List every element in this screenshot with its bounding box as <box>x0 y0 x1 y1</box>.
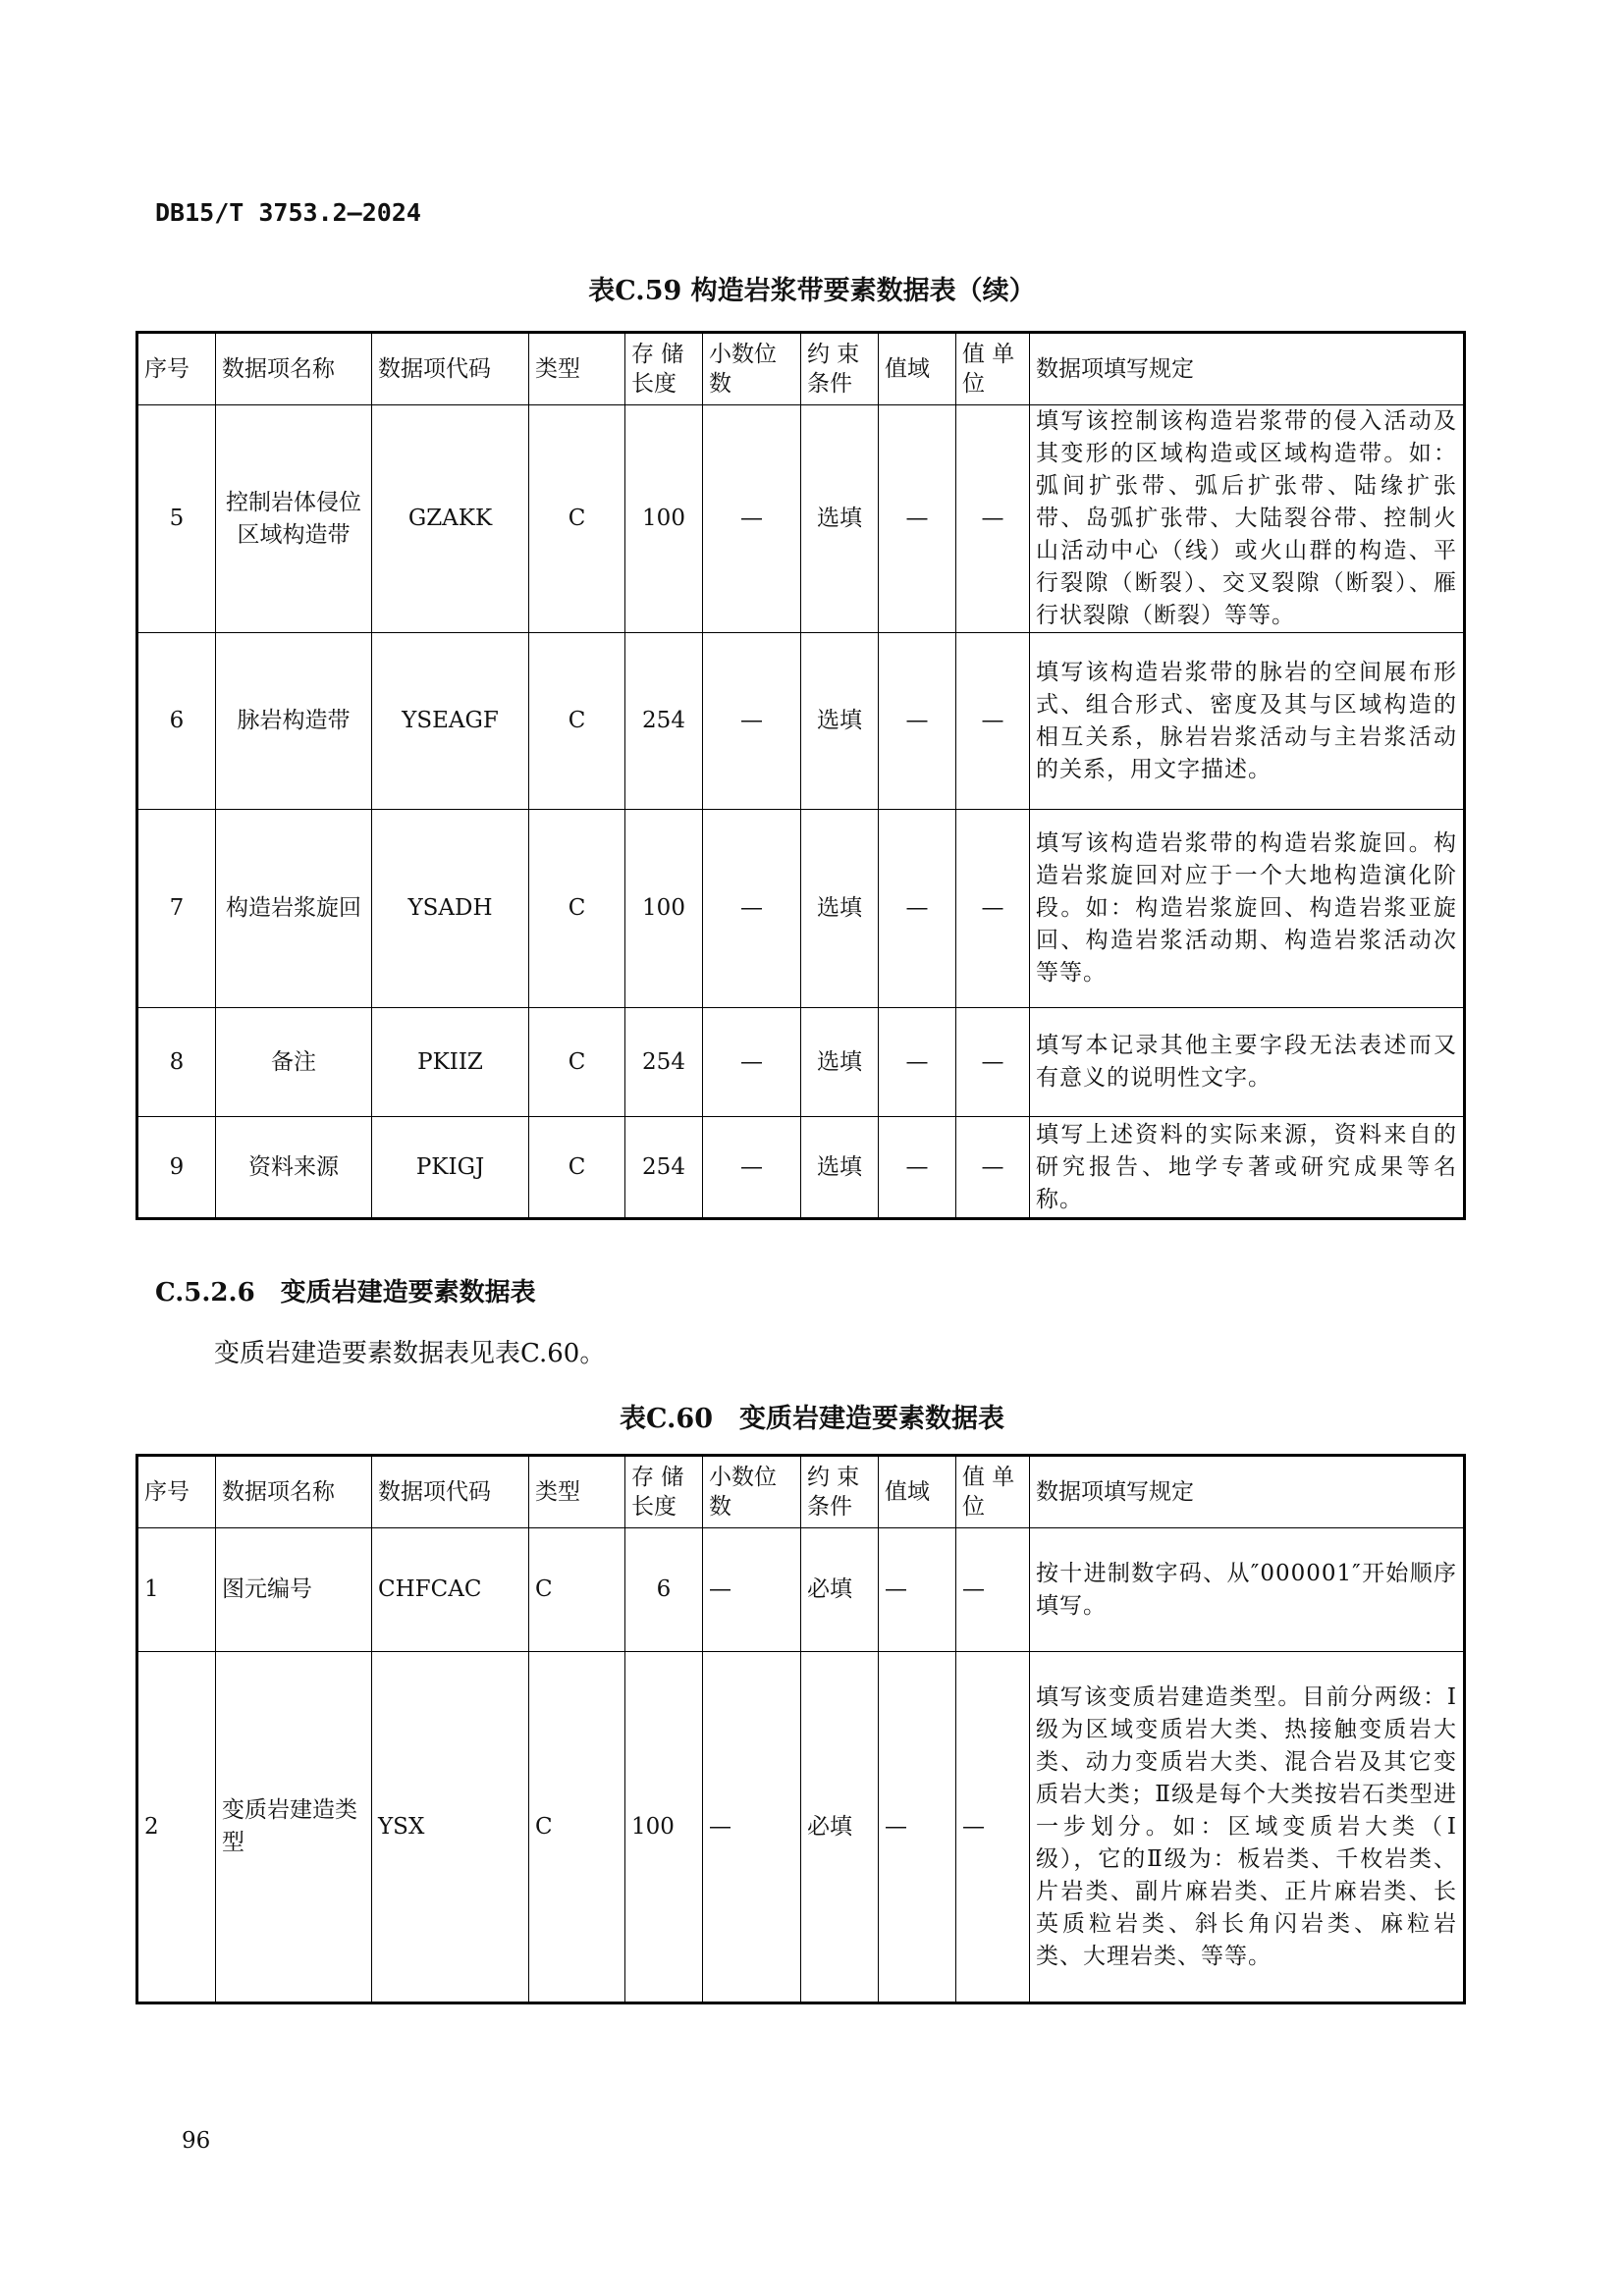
table-row <box>137 1528 1465 1652</box>
table-cell: 脉岩构造带 <box>216 633 372 810</box>
table-cell: 100 <box>625 810 703 1008</box>
table-cell: — <box>703 1117 801 1219</box>
table-cell: 1 <box>137 1528 216 1652</box>
table-cell: — <box>879 1117 956 1219</box>
table-cell: 254 <box>625 633 703 810</box>
table-cell: — <box>703 405 801 633</box>
column-header: 小数位数 <box>703 333 801 405</box>
table-cell: YSEAGF <box>372 633 529 810</box>
table-cell: — <box>956 1008 1030 1117</box>
table-cell: GZAKK <box>372 405 529 633</box>
column-header: 存 储长度 <box>625 333 703 405</box>
column-header: 值域 <box>879 1456 956 1528</box>
column-header: 数据项名称 <box>216 333 372 405</box>
column-header: 存 储长度 <box>625 1456 703 1528</box>
section-heading: C.5.2.6 变质岩建造要素数据表 <box>155 1278 536 1308</box>
table-cell: — <box>879 405 956 633</box>
table-cell: 选填 <box>801 633 879 810</box>
table-cell: — <box>879 810 956 1008</box>
column-header: 序号 <box>137 333 216 405</box>
table-cell: — <box>956 810 1030 1008</box>
table-cell: 100 <box>625 405 703 633</box>
table-cell: 9 <box>137 1117 216 1219</box>
table-cell: C <box>529 633 625 810</box>
column-header: 类型 <box>529 1456 625 1528</box>
table-cell: 填写该变质岩建造类型。目前分两级：Ⅰ级为区域变质岩大类、热接触变质岩大类、动力变质岩大类、混合岩及其它变质岩大类；Ⅱ级是每个大类按岩石类型进一步划分。如：区域变质岩大类（Ⅰ级），它的Ⅱ级为：板岩类、千枚岩类、片岩类、副片麻岩类、正片麻岩类、长英质粒岩类、斜长角闪岩类、麻粒岩类、大理岩类、等等。 <box>1030 1652 1465 2003</box>
table-cell: — <box>879 1652 956 2003</box>
section-paragraph: 变质岩建造要素数据表见表C.60。 <box>214 1339 606 1368</box>
table-cell: 6 <box>137 633 216 810</box>
table-cell: 选填 <box>801 810 879 1008</box>
table-row <box>137 810 1465 1008</box>
table-c59 <box>135 331 1466 1220</box>
table-cell: — <box>956 1117 1030 1219</box>
table-cell: C <box>529 1652 625 2003</box>
table-cell: 填写该控制该构造岩浆带的侵入活动及其变形的区域构造或区域构造带。如：弧间扩张带、弧后扩张带、陆缘扩张带、岛弧扩张带、大陆裂谷带、控制火山活动中心（线）或火山群的构造、平行裂隙（断裂）、交叉裂隙（断裂）、雁行状裂隙（断裂）等等。 <box>1030 405 1465 633</box>
table-cell: 变质岩建造类型 <box>216 1652 372 2003</box>
table-row <box>137 633 1465 810</box>
column-header: 类型 <box>529 333 625 405</box>
table-cell: 100 <box>625 1652 703 2003</box>
table-cell: 2 <box>137 1652 216 2003</box>
table-cell: 254 <box>625 1008 703 1117</box>
table-cell: C <box>529 1008 625 1117</box>
table-cell: C <box>529 810 625 1008</box>
table-cell: C <box>529 405 625 633</box>
table-row <box>137 405 1465 633</box>
table2-title: 表C.60 变质岩建造要素数据表 <box>620 1404 1004 1434</box>
column-header: 约 束条件 <box>801 333 879 405</box>
table-cell: 选填 <box>801 1117 879 1219</box>
table-cell: — <box>879 1008 956 1117</box>
table-cell: 选填 <box>801 405 879 633</box>
table-row <box>137 1008 1465 1117</box>
table-cell: PKIGJ <box>372 1117 529 1219</box>
column-header: 数据项代码 <box>372 333 529 405</box>
table-cell: — <box>703 633 801 810</box>
table-cell: — <box>879 633 956 810</box>
column-header: 序号 <box>137 1456 216 1528</box>
table-cell: 填写本记录其他主要字段无法表述而又有意义的说明性文字。 <box>1030 1008 1465 1117</box>
table-cell: CHFCAC <box>372 1528 529 1652</box>
column-header: 数据项填写规定 <box>1030 333 1465 405</box>
table-cell: 填写上述资料的实际来源，资料来自的研究报告、地学专著或研究成果等名称。 <box>1030 1117 1465 1219</box>
column-header: 约 束条件 <box>801 1456 879 1528</box>
table-cell: YSX <box>372 1652 529 2003</box>
table1-title: 表C.59 构造岩浆带要素数据表（续） <box>588 276 1036 306</box>
table-cell: — <box>956 1652 1030 2003</box>
table-cell: 7 <box>137 810 216 1008</box>
table-cell: 填写该构造岩浆带的脉岩的空间展布形式、组合形式、密度及其与区域构造的相互关系，脉岩岩浆活动与主岩浆活动的关系，用文字描述。 <box>1030 633 1465 810</box>
column-header: 值 单位 <box>956 1456 1030 1528</box>
table-cell: 构造岩浆旋回 <box>216 810 372 1008</box>
table-cell: C <box>529 1117 625 1219</box>
table-cell: 6 <box>625 1528 703 1652</box>
table-cell: 8 <box>137 1008 216 1117</box>
table-cell: 资料来源 <box>216 1117 372 1219</box>
table-cell: 备注 <box>216 1008 372 1117</box>
table-cell: 选填 <box>801 1008 879 1117</box>
column-header: 值 单位 <box>956 333 1030 405</box>
column-header: 值域 <box>879 333 956 405</box>
table-cell: 控制岩体侵位区域构造带 <box>216 405 372 633</box>
table-row <box>137 1652 1465 2003</box>
table-c60 <box>135 1454 1466 2004</box>
document-id: DB15/T 3753.2—2024 <box>155 198 421 227</box>
table-cell: 254 <box>625 1117 703 1219</box>
table-cell: 必填 <box>801 1652 879 2003</box>
table-cell: 5 <box>137 405 216 633</box>
table-cell: — <box>703 1528 801 1652</box>
column-header: 数据项代码 <box>372 1456 529 1528</box>
table-cell: 按十进制数字码、从″000001″开始顺序填写。 <box>1030 1528 1465 1652</box>
table-cell: 填写该构造岩浆带的构造岩浆旋回。构造岩浆旋回对应于一个大地构造演化阶段。如：构造岩浆旋回、构造岩浆亚旋回、构造岩浆活动期、构造岩浆活动次等等。 <box>1030 810 1465 1008</box>
table-cell: YSADH <box>372 810 529 1008</box>
table-cell: — <box>703 810 801 1008</box>
table-row <box>137 1117 1465 1219</box>
table-cell: — <box>956 633 1030 810</box>
table-cell: — <box>703 1008 801 1117</box>
page-number: 96 <box>182 2128 211 2154</box>
column-header: 小数位数 <box>703 1456 801 1528</box>
column-header: 数据项名称 <box>216 1456 372 1528</box>
column-header: 数据项填写规定 <box>1030 1456 1465 1528</box>
table-cell: — <box>703 1652 801 2003</box>
table-header-row <box>137 1456 1465 1528</box>
table-cell: 图元编号 <box>216 1528 372 1652</box>
table-cell: PKIIZ <box>372 1008 529 1117</box>
table-cell: C <box>529 1528 625 1652</box>
table-cell: — <box>956 405 1030 633</box>
table-cell: — <box>956 1528 1030 1652</box>
table-header-row <box>137 333 1465 405</box>
table-cell: 必填 <box>801 1528 879 1652</box>
table-cell: — <box>879 1528 956 1652</box>
